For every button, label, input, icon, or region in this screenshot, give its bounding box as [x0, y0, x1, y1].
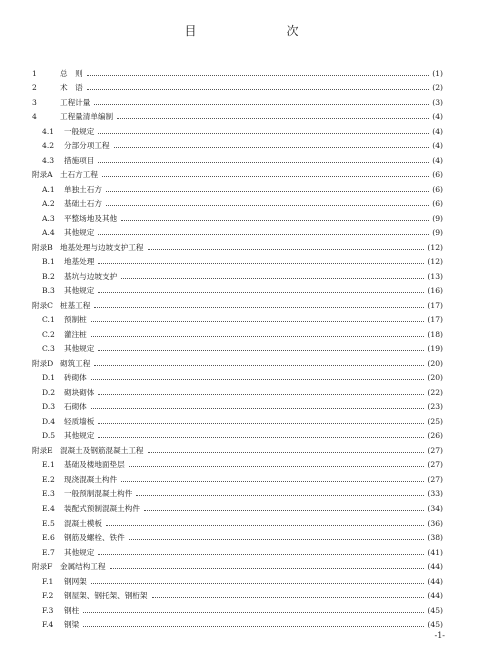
toc-entry[interactable]: [32, 150, 443, 165]
toc-entry-number: E.1: [42, 460, 55, 470]
dot-leader: [106, 525, 424, 526]
toc-entry-number: 2: [32, 83, 37, 93]
toc-entry-page: (36): [427, 518, 443, 528]
dot-leader: [110, 568, 425, 569]
toc-entry[interactable]: [32, 194, 443, 209]
toc-entry-label: 基坑与边坡支护: [64, 271, 118, 281]
toc-entry-number: D.1: [42, 373, 56, 383]
toc-entry-label: 轻质墙板: [64, 416, 95, 426]
toc-entry-label: 砖砌体: [64, 373, 87, 383]
toc-entry-label: 砌筑工程: [60, 358, 91, 368]
dot-leader: [136, 495, 424, 496]
toc-entry-page: (45): [427, 605, 443, 615]
toc-entry[interactable]: [32, 615, 443, 630]
dot-leader: [98, 394, 424, 395]
toc-entry[interactable]: [32, 136, 443, 151]
toc-entry[interactable]: [32, 368, 443, 383]
toc-entry-label: 桩基工程: [60, 300, 91, 310]
toc-entry-label: 分部分项工程: [64, 141, 110, 151]
toc-entry-page: (27): [427, 445, 443, 455]
dot-leader: [144, 510, 424, 511]
dot-leader: [98, 292, 424, 293]
toc-entry-label: 灌注桩: [64, 329, 87, 339]
toc-entry[interactable]: [32, 557, 443, 572]
toc-entry-label: 术 语: [60, 83, 83, 93]
toc-entry-page: (44): [427, 591, 443, 601]
toc-entry-number: F.4: [42, 620, 54, 630]
dot-leader: [98, 234, 429, 235]
toc-entry-number: A.4: [42, 228, 55, 238]
dot-leader: [91, 408, 425, 409]
toc-entry-page: (22): [427, 387, 443, 397]
toc-entry-label: 其他规定: [64, 547, 95, 557]
toc-entry-label: 其他规定: [64, 228, 95, 238]
dot-leader: [102, 176, 429, 177]
toc-entry-number: E.4: [42, 503, 55, 513]
toc-entry-label: 总 则: [60, 68, 83, 78]
toc-entry-number: E.7: [42, 547, 55, 557]
toc-entry-page: (27): [427, 460, 443, 470]
toc-entry-number: 4.3: [42, 155, 55, 165]
toc-entry[interactable]: [32, 455, 443, 470]
toc-entry-page: (9): [432, 213, 443, 223]
toc-entry-number: D.5: [42, 431, 56, 441]
toc-entry[interactable]: [32, 121, 443, 136]
dot-leader: [94, 365, 424, 366]
toc-entry-number: C.1: [42, 315, 55, 325]
toc-entry-number: E.3: [42, 489, 55, 499]
toc-entry-label: 钢梁: [64, 620, 80, 630]
dot-leader: [87, 89, 429, 90]
toc-entry-number: F.1: [42, 576, 54, 586]
toc-entry[interactable]: [32, 92, 443, 107]
toc-entry[interactable]: [32, 165, 443, 180]
toc-entry-label: 一般预制混凝土构件: [64, 489, 133, 499]
toc-entry-label: 措施项目: [64, 155, 95, 165]
dot-leader: [148, 249, 425, 250]
toc-entry-number: E.5: [42, 518, 55, 528]
toc-entry[interactable]: [32, 498, 443, 513]
toc-entry-page: (34): [427, 503, 443, 513]
toc-entry[interactable]: [32, 426, 443, 441]
toc-entry-page: (18): [427, 329, 443, 339]
toc-entry-label: 单独土石方: [64, 184, 102, 194]
toc-entry-number: A.1: [42, 184, 55, 194]
toc-entry-page: (9): [432, 228, 443, 238]
toc-entry-page: (38): [427, 533, 443, 543]
toc-entry[interactable]: [32, 469, 443, 484]
toc-entry-number: 附录A: [32, 170, 53, 180]
toc-entry-number: 附录E: [32, 445, 53, 455]
toc-entry-page: (12): [427, 257, 443, 267]
toc-entry-label: 基础土石方: [64, 199, 102, 209]
toc-entry-number: 3: [32, 97, 37, 107]
toc-entry-number: F.3: [42, 605, 54, 615]
toc-entry-label: 现浇混凝土构件: [64, 474, 118, 484]
toc-entry-label: 土石方工程: [60, 170, 98, 180]
toc-entry-label: 预制桩: [64, 315, 87, 325]
toc-entry-number: 1: [32, 68, 37, 78]
toc-entry-label: 钢柱: [64, 605, 80, 615]
page-number: -1-: [434, 631, 445, 640]
toc-entry-label: 混凝土及钢筋混凝土工程: [60, 445, 144, 455]
toc-entry-page: (3): [432, 97, 443, 107]
toc-entry-page: (1): [432, 68, 443, 78]
toc-entry-label: 地基处理: [64, 257, 95, 267]
dot-leader: [117, 118, 429, 119]
toc-entry-label: 地基处理与边坡支护工程: [60, 242, 144, 252]
toc-entry-number: A.3: [42, 213, 55, 223]
dot-leader: [83, 626, 424, 627]
toc-entry-number: E.6: [42, 533, 55, 543]
toc-entry-label: 其他规定: [64, 344, 95, 354]
dot-leader: [152, 597, 425, 598]
toc-entry[interactable]: [32, 542, 443, 557]
toc-entry[interactable]: [32, 266, 443, 281]
toc-entry[interactable]: [32, 223, 443, 238]
toc-entry-page: (6): [432, 170, 443, 180]
dot-leader: [98, 554, 424, 555]
dot-leader: [83, 612, 424, 613]
toc-entry-number: D.2: [42, 387, 56, 397]
toc-entry-label: 其他规定: [64, 431, 95, 441]
toc-entry-number: B.2: [42, 271, 55, 281]
toc-entry-number: 4.1: [42, 126, 55, 136]
dot-leader: [98, 437, 424, 438]
toc-entry-label: 基础及楼地面垫层: [64, 460, 125, 470]
toc-entry[interactable]: [32, 295, 443, 310]
dot-leader: [87, 75, 429, 76]
toc-entry-page: (12): [427, 242, 443, 252]
toc-entry-page: (41): [427, 547, 443, 557]
dot-leader: [91, 379, 425, 380]
toc-entry-number: D.3: [42, 402, 56, 412]
toc-entry-page: (26): [427, 431, 443, 441]
toc-entry-page: (16): [427, 286, 443, 296]
toc-entry-page: (44): [427, 576, 443, 586]
toc-entry[interactable]: [32, 600, 443, 615]
toc-entry-number: B.1: [42, 257, 55, 267]
dot-leader: [121, 278, 424, 279]
dot-leader: [114, 147, 430, 148]
toc-entry-page: (20): [427, 373, 443, 383]
toc-entry-page: (27): [427, 474, 443, 484]
toc-entry-number: F.2: [42, 591, 54, 601]
toc-entry-number: B.3: [42, 286, 55, 296]
toc-entry[interactable]: [32, 310, 443, 325]
toc-entry-label: 石砌体: [64, 402, 87, 412]
dot-leader: [94, 104, 429, 105]
toc-entry[interactable]: [32, 513, 443, 528]
toc-entry[interactable]: [32, 78, 443, 93]
toc-entry-number: C.2: [42, 329, 55, 339]
toc-entry-label: 装配式预制混凝土构件: [64, 503, 140, 513]
toc-entry-number: 附录F: [32, 562, 53, 572]
toc-entry-page: (4): [432, 112, 443, 122]
toc-entry-page: (17): [427, 315, 443, 325]
dot-leader: [94, 307, 424, 308]
toc-entry-page: (6): [432, 199, 443, 209]
toc-entry[interactable]: [32, 237, 443, 252]
toc-entry-number: 附录B: [32, 242, 53, 252]
toc-entry-label: 工程计量: [60, 97, 91, 107]
toc-entry[interactable]: [32, 411, 443, 426]
table-of-contents: [32, 63, 443, 629]
toc-entry[interactable]: [32, 107, 443, 122]
dot-leader: [129, 466, 425, 467]
toc-entry[interactable]: [32, 586, 443, 601]
toc-entry-page: (33): [427, 489, 443, 499]
dot-leader: [148, 452, 425, 453]
toc-entry[interactable]: [32, 397, 443, 412]
dot-leader: [91, 336, 425, 337]
dot-leader: [106, 191, 429, 192]
toc-entry-label: 工程量清单编制: [60, 112, 114, 122]
toc-entry-number: A.2: [42, 199, 55, 209]
toc-entry-page: (44): [427, 562, 443, 572]
dot-leader: [129, 539, 425, 540]
toc-entry-page: (17): [427, 300, 443, 310]
dot-leader: [121, 220, 429, 221]
toc-entry-page: (4): [432, 141, 443, 151]
toc-entry-number: C.3: [42, 344, 55, 354]
toc-entry[interactable]: [32, 281, 443, 296]
toc-entry-number: 附录C: [32, 300, 53, 310]
page-title: 目 次: [184, 24, 321, 38]
toc-entry-label: 钢屋架、钢托架、钢桁架: [64, 591, 148, 601]
toc-entry[interactable]: [32, 484, 443, 499]
toc-entry-label: 金属结构工程: [60, 562, 106, 572]
toc-entry-page: (6): [432, 184, 443, 194]
dot-leader: [98, 263, 424, 264]
toc-entry[interactable]: [32, 252, 443, 267]
toc-entry-label: 钢筋及螺栓、铁件: [64, 533, 125, 543]
toc-entry-page: (19): [427, 344, 443, 354]
toc-entry-page: (45): [427, 620, 443, 630]
toc-entry-page: (23): [427, 402, 443, 412]
dot-leader: [91, 583, 425, 584]
toc-entry-label: 一般规定: [64, 126, 95, 136]
dot-leader: [121, 481, 424, 482]
dot-leader: [98, 350, 424, 351]
toc-entry[interactable]: [32, 353, 443, 368]
toc-entry-page: (25): [427, 416, 443, 426]
toc-entry-label: 砌块砌体: [64, 387, 95, 397]
toc-entry-label: 平整场地及其他: [64, 213, 118, 223]
dot-leader: [98, 133, 429, 134]
dot-leader: [106, 205, 429, 206]
toc-entry[interactable]: [32, 63, 443, 78]
toc-entry[interactable]: [32, 179, 443, 194]
toc-entry-label: 其他规定: [64, 286, 95, 296]
dot-leader: [98, 423, 424, 424]
toc-entry[interactable]: [32, 440, 443, 455]
dot-leader: [91, 321, 425, 322]
toc-entry-label: 钢网架: [64, 576, 87, 586]
toc-entry-label: 混凝土模板: [64, 518, 102, 528]
toc-entry-number: 附录D: [32, 358, 54, 368]
toc-entry[interactable]: [32, 339, 443, 354]
toc-entry-page: (2): [432, 83, 443, 93]
toc-entry-page: (13): [427, 271, 443, 281]
toc-entry-number: 4: [32, 112, 37, 122]
toc-entry[interactable]: [32, 208, 443, 223]
toc-entry-page: (20): [427, 358, 443, 368]
toc-entry-page: (4): [432, 126, 443, 136]
toc-entry-number: E.2: [42, 474, 55, 484]
dot-leader: [98, 162, 429, 163]
toc-entry[interactable]: [32, 324, 443, 339]
toc-entry[interactable]: [32, 382, 443, 397]
toc-entry[interactable]: [32, 571, 443, 586]
toc-entry-number: D.4: [42, 416, 56, 426]
toc-entry-page: (4): [432, 155, 443, 165]
toc-entry-number: 4.2: [42, 141, 55, 151]
toc-entry[interactable]: [32, 528, 443, 543]
